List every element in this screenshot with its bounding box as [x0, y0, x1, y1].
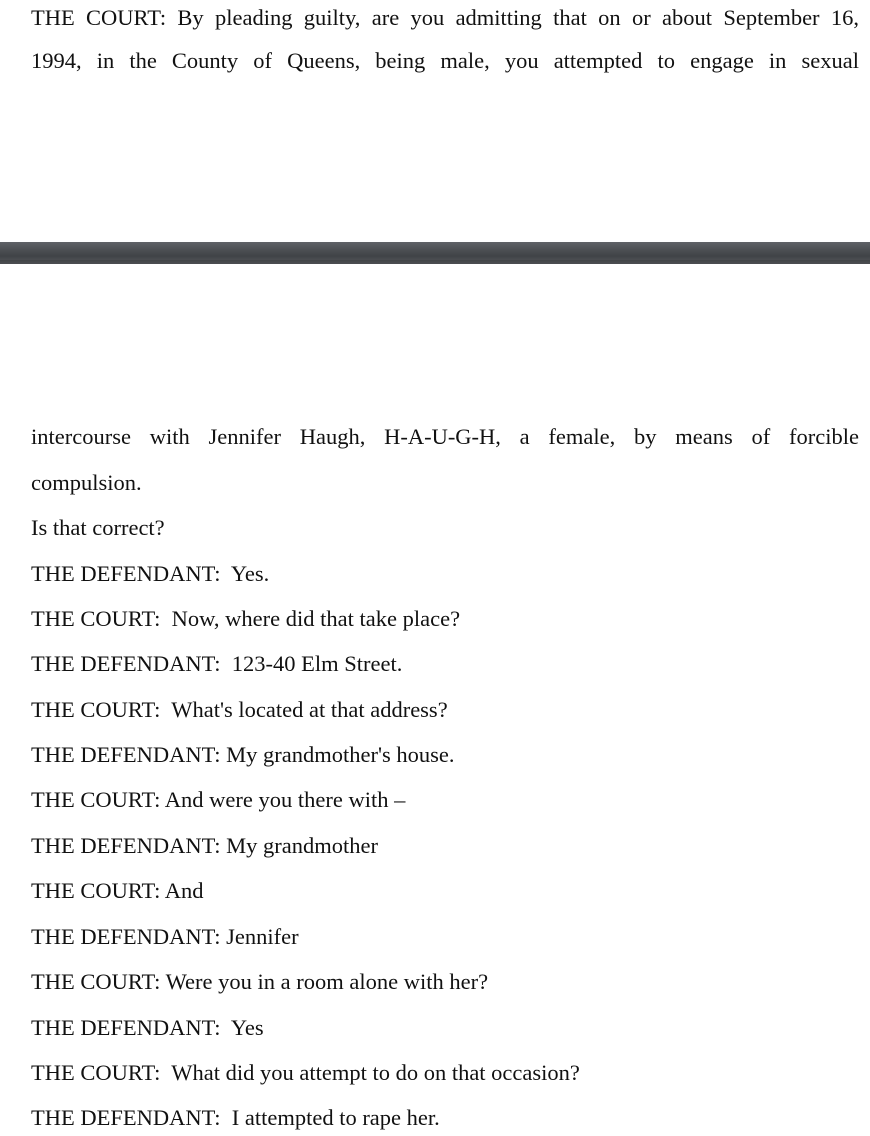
transcript-line: THE COURT: What's located at that address? — [31, 697, 448, 722]
transcript-line: THE DEFENDANT: I attempted to rape her. — [31, 1105, 440, 1130]
transcript-line: THE DEFENDANT: 123-40 Elm Street. — [31, 651, 403, 676]
transcript-line: THE COURT: By pleading guilty, are you admitting that on or about September 16, — [31, 5, 859, 30]
transcript-line: THE DEFENDANT: Yes. — [31, 561, 270, 586]
transcript-line: THE COURT: And were you there with – — [31, 787, 406, 812]
page-separator — [0, 242, 870, 264]
transcript-line: THE DEFENDANT: My grandmother's house. — [31, 742, 455, 767]
transcript-line: THE DEFENDANT: Yes — [31, 1015, 264, 1040]
transcript-line: THE COURT: And — [31, 878, 204, 903]
transcript-line: intercourse with Jennifer Haugh, H-A-U-G-H, a female, by means of forcible — [31, 424, 859, 449]
transcript-page-bottom — [0, 264, 870, 1136]
transcript-line: THE DEFENDANT: Jennifer — [31, 924, 299, 949]
transcript-line: THE COURT: Now, where did that take place? — [31, 606, 461, 631]
transcript-line: THE COURT: What did you attempt to do on that occasion? — [31, 1060, 580, 1085]
transcript-line: THE DEFENDANT: My grandmother — [31, 833, 378, 858]
transcript-line: THE COURT: Were you in a room alone with her? — [31, 969, 489, 994]
transcript-line: Is that correct? — [31, 515, 165, 540]
transcript-line: 1994, in the County of Queens, being male, you attempted to engage in sexual — [31, 48, 859, 73]
transcript-line: compulsion. — [31, 470, 142, 495]
transcript-page-top — [0, 0, 870, 242]
